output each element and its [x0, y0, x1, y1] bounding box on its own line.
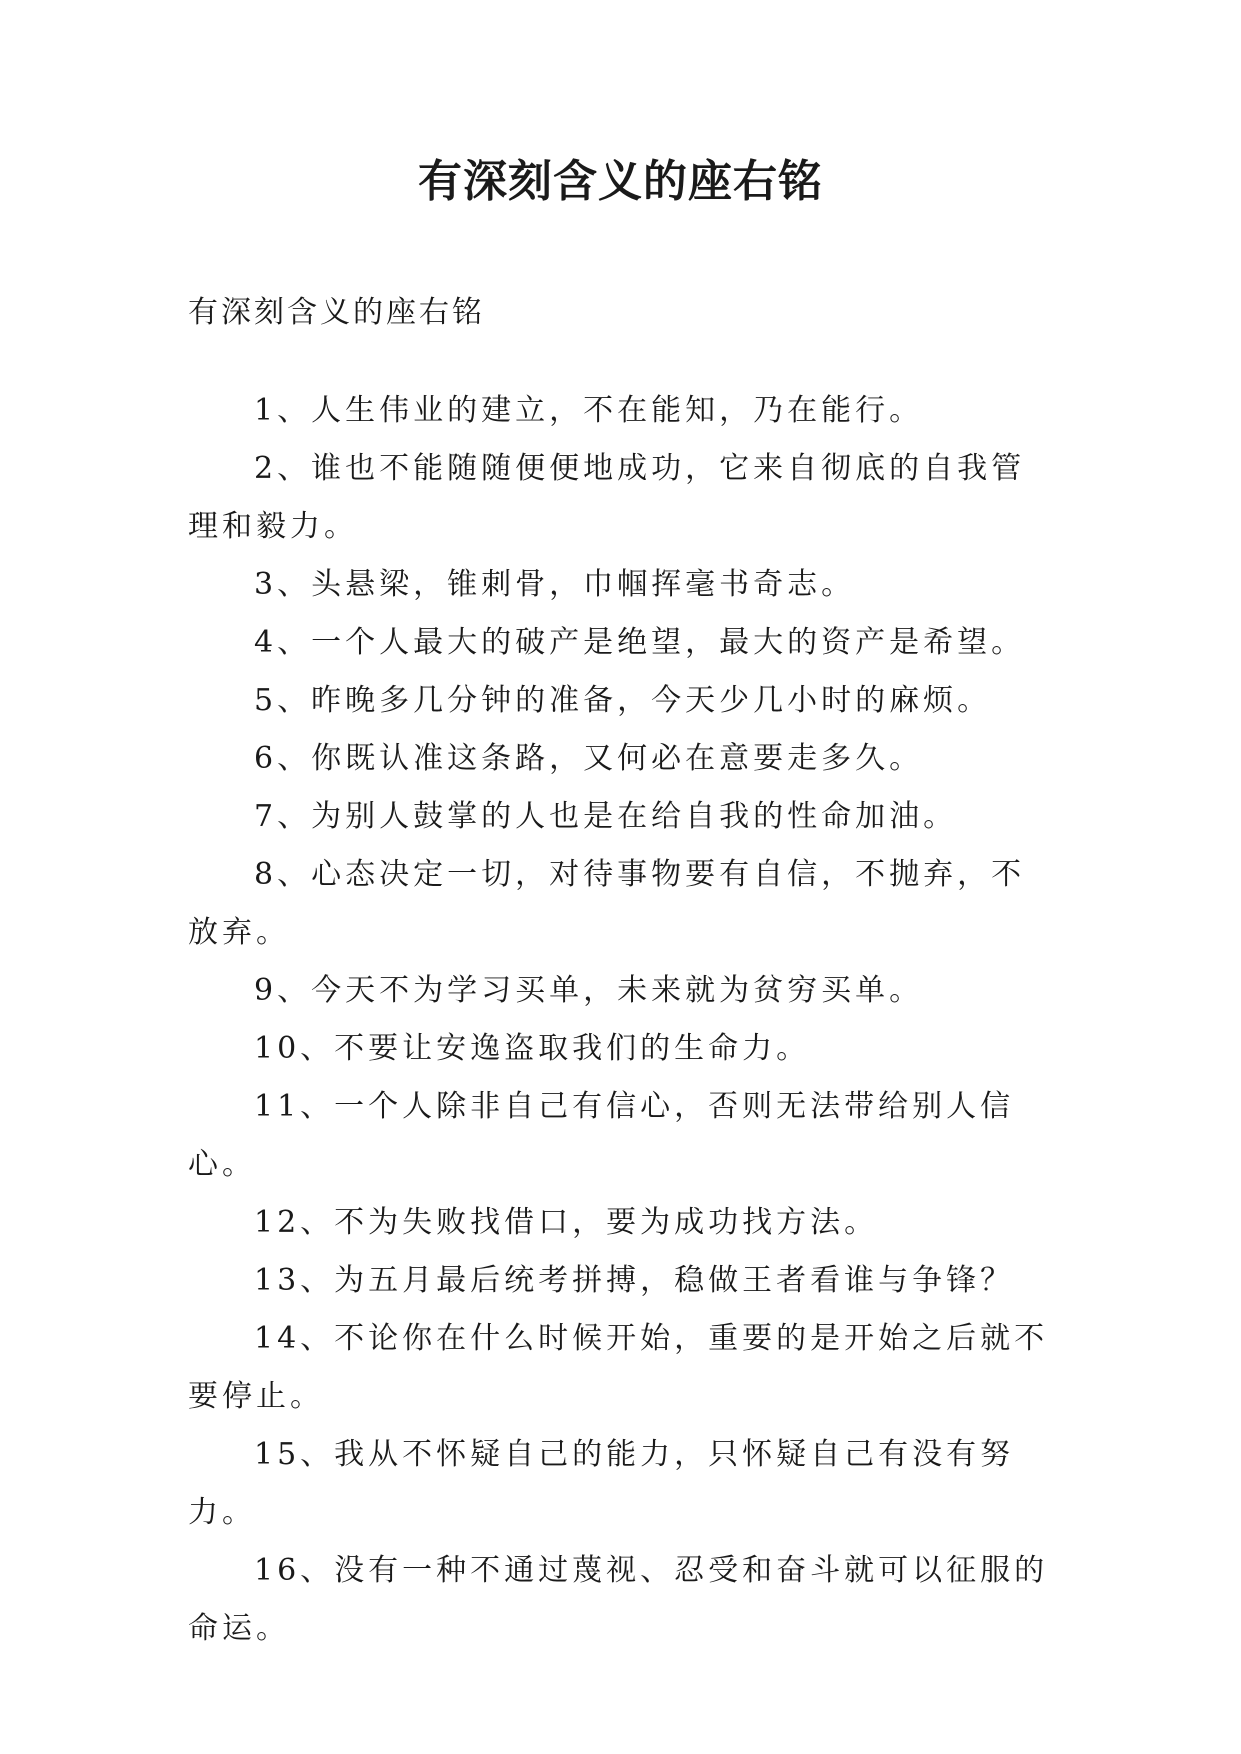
motto-item: 9、今天不为学习买单，未来就为贫穷买单。: [254, 973, 924, 1008]
document-title: 有深刻含义的座右铭: [418, 156, 823, 207]
motto-item: 4、一个人最大的破产是绝望，最大的资产是希望。: [254, 625, 1026, 660]
motto-item: 12、不为失败找借口，要为成功找方法。: [254, 1205, 879, 1240]
motto-item: 1、人生伟业的建立，不在能知，乃在能行。: [254, 393, 924, 428]
document-body: [188, 284, 1052, 1658]
document-subtitle: 有深刻含义的座右铭: [188, 295, 485, 330]
motto-item: 11、一个人除非自己有信心，否则无法带给别人信心。: [188, 1089, 1015, 1182]
motto-item: 7、为别人鼓掌的人也是在给自我的性命加油。: [254, 799, 958, 834]
motto-item: 3、头悬梁，锥刺骨，巾帼挥毫书奇志。: [254, 567, 856, 602]
motto-item: 8、心态决定一切，对待事物要有自信，不抛弃，不放弃。: [188, 857, 1026, 950]
motto-item: 15、我从不怀疑自己的能力，只怀疑自己有没有努力。: [188, 1437, 1015, 1530]
motto-item: 13、为五月最后统考拼搏，稳做王者看谁与争锋？: [254, 1263, 1015, 1298]
motto-item: 10、不要让安逸盗取我们的生命力。: [254, 1031, 811, 1066]
motto-item: 16、没有一种不通过蔑视、忍受和奋斗就可以征服的命运。: [188, 1553, 1049, 1646]
motto-item: 5、昨晚多几分钟的准备，今天少几小时的麻烦。: [254, 683, 992, 718]
motto-item: 2、谁也不能随随便便地成功，它来自彻底的自我管理和毅力。: [188, 451, 1026, 544]
motto-item: 6、你既认准这条路，又何必在意要走多久。: [254, 741, 924, 776]
motto-item: 14、不论你在什么时候开始，重要的是开始之后就不要停止。: [188, 1321, 1049, 1414]
